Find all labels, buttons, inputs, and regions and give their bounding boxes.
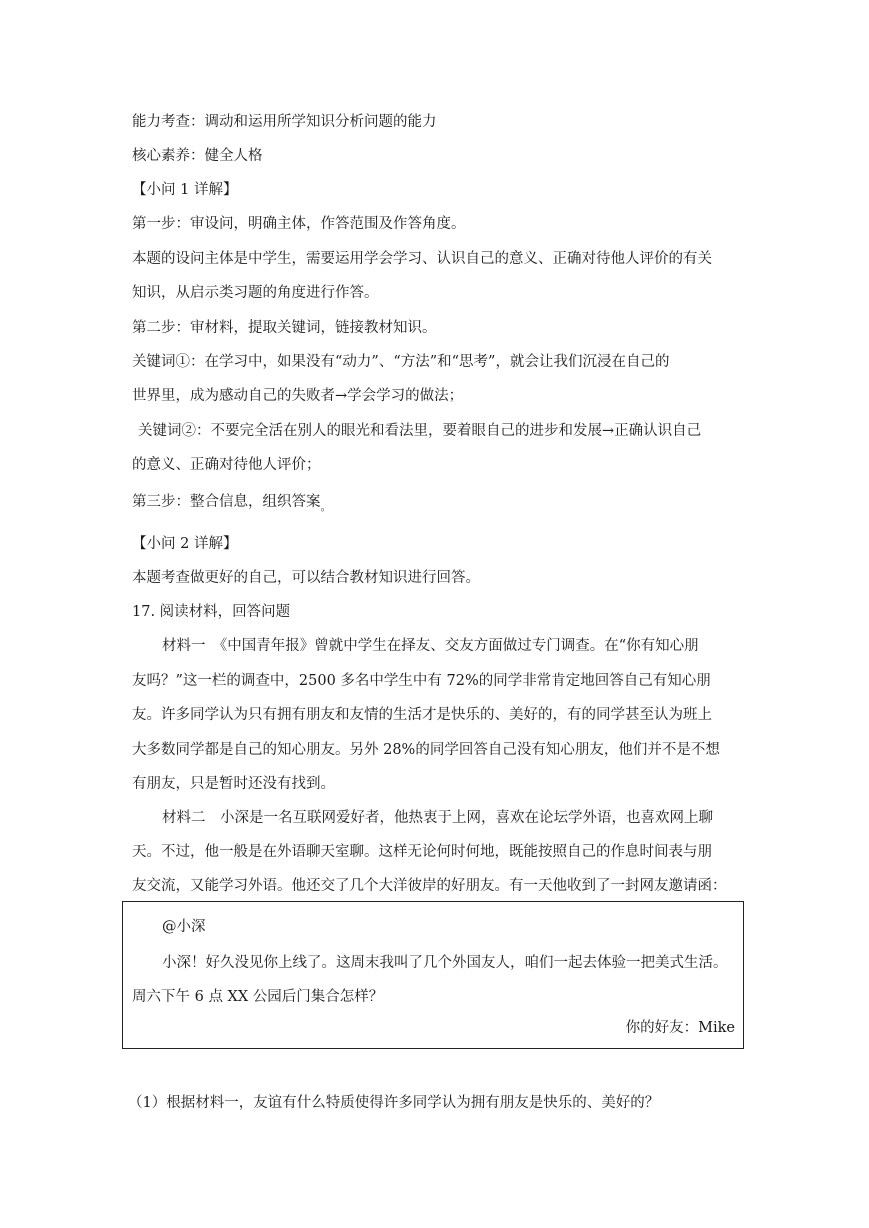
keyword1-line: 关键词①：在学习中，如果没有“动力”、“方法”和“思考”，就会让我们沉浸在自己的 bbox=[132, 354, 670, 370]
keyword1-line-cont: 世界里，成为感动自己的失败者→学会学习的做法； bbox=[132, 388, 464, 404]
subq2-heading: 【小问 2 详解】 bbox=[132, 536, 238, 552]
material1-line: 大多数同学都是自己的知心朋友。另外 28%的同学回答自己没有知心朋友，他们并不是不想 bbox=[132, 742, 720, 758]
material1-line: 材料一 《中国青年报》曾就中学生在择友、交友方面做过专门调查。在“你有知心朋 bbox=[162, 638, 699, 654]
keyword2-line: 关键词②：不要完全活在别人的眼光和看法里，要着眼自己的进步和发展→正确认识自己 bbox=[138, 423, 702, 439]
material2-line: 友交流，又能学习外语。他还交了几个大洋彼岸的好朋友。有一天他收到了一封网友邀请函： bbox=[132, 878, 727, 894]
step3-text: 第三步：整合信息，组织答案 bbox=[132, 494, 321, 510]
subq2-line: 本题考查做更好的自己，可以结合教材知识进行回答。 bbox=[132, 570, 480, 586]
material1-line: 友吗？”这一栏的调查中，2500 多名中学生中有 72%的同学非常肯定地回答自己有知心朋 bbox=[132, 673, 711, 689]
question-17-title: 17. 阅读材料，回答问题 bbox=[132, 604, 291, 620]
ability-line: 能力考查：调动和运用所学知识分析问题的能力 bbox=[132, 114, 437, 130]
material1-line: 有朋友，只是暂时还没有找到。 bbox=[132, 776, 335, 792]
paragraph-line: 知识，从启示类习题的角度进行作答。 bbox=[132, 285, 379, 301]
keyword2-line-cont: 的意义、正确对待他人评价； bbox=[132, 457, 321, 473]
step2-line: 第二步：审材料，提取关键词，链接教材知识。 bbox=[132, 320, 437, 336]
invite-body-line: 小深！好久没见你上线了。这周末我叫了几个外国友人，咱们一起去体验一把美式生活。 bbox=[162, 955, 728, 971]
invite-body-line: 周六下午 6 点 XX 公园后门集合怎样？ bbox=[132, 989, 384, 1005]
invitation-box bbox=[122, 901, 744, 1049]
subq1-heading: 【小问 1 详解】 bbox=[132, 182, 238, 198]
subquestion-1: （1）根据材料一，友谊有什么特质使得许多同学认为拥有朋友是快乐的、美好的？ bbox=[128, 1095, 660, 1111]
invite-recipient: @小深 bbox=[162, 919, 206, 935]
material2-line: 材料二 小深是一名互联网爱好者，他热衷于上网，喜欢在论坛学外语，也喜欢网上聊 bbox=[162, 810, 713, 826]
literacy-line: 核心素养：健全人格 bbox=[132, 148, 263, 164]
invite-signature: 你的好友：Mike bbox=[625, 1020, 735, 1036]
step3-line bbox=[132, 492, 332, 517]
material1-line: 友。许多同学认为只有拥有朋友和友情的生活才是快乐的、美好的，有的同学甚至认为班上 bbox=[132, 707, 712, 723]
step3-dot: 。 bbox=[320, 500, 332, 513]
step1-line: 第一步：审设问，明确主体，作答范围及作答角度。 bbox=[132, 216, 466, 232]
material2-line: 天。不过，他一般是在外语聊天室聊。这样无论何时何地，既能按照自己的作息时间表与朋 bbox=[132, 844, 712, 860]
paragraph-line: 本题的设问主体是中学生，需要运用学会学习、认识自己的意义、正确对待他人评价的有关 bbox=[132, 251, 712, 267]
